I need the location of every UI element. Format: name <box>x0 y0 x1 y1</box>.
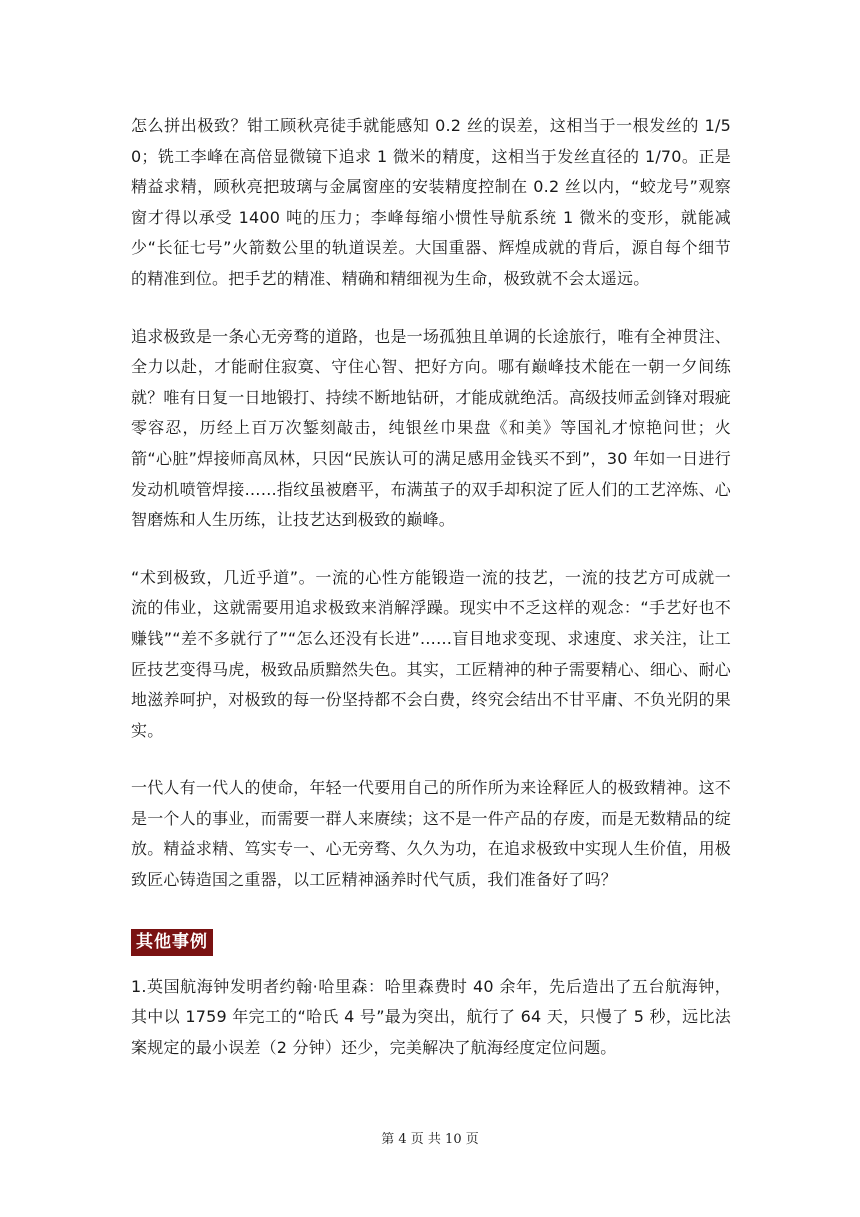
paragraph-1: 怎么拼出极致？钳工顾秋亮徒手就能感知 0.2 丝的误差，这相当于一根发丝的 1/50；铣工李峰在高倍显微镜下追求 1 微米的精度，这相当于发丝直径的 1/70。正是精益求精，顾秋亮把玻璃与金属窗座的安装精度控制在 0.2 丝以内，“蛟龙号”观察窗才得以承受 1400 吨的压力；李峰每缩小惯性导航系统 1 微米的变形，就能减少“长征七号”火箭数公里的轨道误差。大国重器、辉煌成就的背后，源自每个细节的精准到位。把手艺的精准、精确和精细视为生命，极致就不会太遥远。 <box>131 116 731 288</box>
paragraph-2: 追求极致是一条心无旁骛的道路，也是一场孤独且单调的长途旅行，唯有全神贯注、全力以赴，才能耐住寂寞、守住心智、把好方向。哪有巅峰技术能在一朝一夕间练就？唯有日复一日地锻打、持续不断地钻研，才能成就绝活。高级技师孟剑锋对瑕疵零容忍，历经上百万次錾刻敲击，纯银丝巾果盘《和美》等国礼才惊艳问世；火箭“心脏”焊接师高凤林，只因“民族认可的满足感用金钱买不到”，30 年如一日进行发动机喷管焊接……指纹虽被磨平，布满茧子的双手却积淀了匠人们的工艺淬炼、心智磨炼和人生历练，让技艺达到极致的巅峰。 <box>131 326 731 530</box>
example-paragraph-1: 1.英国航海钟发明者约翰·哈里森：哈里森费时 40 余年，先后造出了五台航海钟，其中以 1759 年完工的“哈氏 4 号”最为突出，航行了 64 天，只慢了 5 秒，远比法案规定的最小误差（2 分钟）还少，完美解决了航海经度定位问题。 <box>131 976 731 1057</box>
page-content <box>131 111 731 1090</box>
section-heading-other-examples: 其他事例 <box>131 929 213 956</box>
page-footer: 第 4 页 共 10 页 <box>381 1132 479 1147</box>
paragraph-4: 一代人有一代人的使命，年轻一代要用自己的所作所为来诠释匠人的极致精神。这不是一个人的事业，而需要一群人来赓续；这不是一件产品的存废，而是无数精品的绽放。精益求精、笃实专一、心无旁骛、久久为功，在追求极致中实现人生价值，用极致匠心铸造国之重器，以工匠精神涵养时代气质，我们准备好了吗？ <box>131 778 731 890</box>
paragraph-3: “术到极致，几近乎道”。一流的心性方能锻造一流的技艺，一流的技艺方可成就一流的伟业，这就需要用追求极致来消解浮躁。现实中不乏这样的观念：“手艺好也不赚钱”“差不多就行了”“怎么还没有长进”……盲目地求变现、求速度、求关注，让工匠技艺变得马虎，极致品质黯然失色。其实，工匠精神的种子需要精心、细心、耐心地滋养呵护，对极致的每一份坚持都不会白费，终究会结出不甘平庸、不负光阴的果实。 <box>131 567 731 740</box>
